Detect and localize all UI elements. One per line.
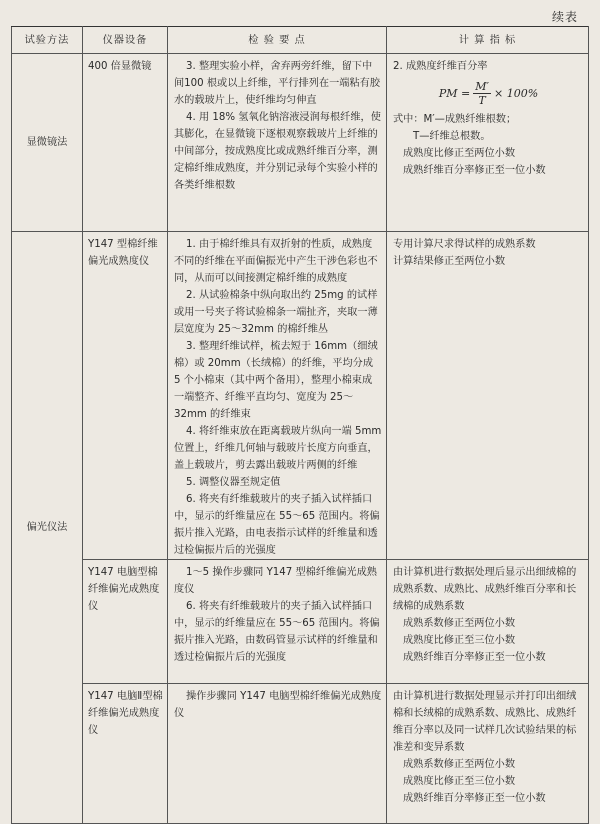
formula-tail: × 100%	[493, 86, 539, 100]
formula-where-def: T—纤维总根数。	[413, 131, 491, 142]
point-item: 5. 调整仪器至规定值	[186, 477, 281, 488]
calc-cell	[387, 684, 589, 824]
calc-note: 成熟度比修正至两位小数	[403, 148, 516, 159]
table-header-row	[12, 27, 589, 54]
point-item: 4. 用 18% 氢氧化钠溶液浸润每根纤维，使其膨化，在显微镜下逐根观察载玻片上纤维的中间部分，按成熟度比或成熟纤维百分率，测定棉纤维成熟度，并分别记录每个实验小样的各类纤维根数	[174, 112, 381, 191]
calc-cell	[387, 560, 589, 684]
calc-cell	[387, 54, 589, 232]
calc-note: 计算结果修正至两位小数	[393, 256, 506, 267]
calc-note: 成熟纤维百分率修正至一位小数	[403, 652, 546, 663]
point-item: 操作步骤同 Y147 电脑型棉纤维偏光成熟度仪	[174, 691, 382, 719]
instrument-cell: Y147 型棉纤维偏光成熟度仪	[83, 232, 168, 560]
calc-main: 由计算机进行数据处理后显示出细绒棉的成熟系数、成熟比、成熟纤维百分率和长绒棉的成熟系数	[393, 567, 577, 612]
header-points: 检 验 要 点	[168, 27, 387, 54]
points-cell	[168, 232, 387, 560]
formula-where: 式中：M′—成熟纤维根数；	[393, 114, 517, 125]
header-calc: 计 算 指 标	[387, 27, 589, 54]
continued-label: 续表	[551, 10, 578, 24]
calc-note: 成熟系数修正至两位小数	[403, 759, 516, 770]
calc-main: 由计算机进行数据处理显示并打印出细绒棉和长绒棉的成熟系数、成熟比、成熟纤维百分率以及同一试样几次试验结果的标准差和变异系数	[393, 691, 577, 753]
table-row	[12, 684, 589, 824]
formula-fraction	[473, 80, 491, 107]
calc-note: 成熟度比修正至三位小数	[403, 776, 516, 787]
maturity-formula	[393, 75, 584, 111]
point-item: 6. 将夹有纤维载玻片的夹子插入试样插口中，显示的纤维量应在 55～65 范围内。将偏振片推入光路，由数码管显示试样的纤维量和透过检偏振片后的光强度	[174, 601, 380, 663]
instrument-cell: Y147 电脑Ⅱ型棉纤维偏光成熟度仪	[83, 684, 168, 824]
point-item: 6. 将夹有纤维载玻片的夹子插入试样插口中，显示的纤维量应在 55～65 范围内。将偏振片推入光路，由电表指示试样的纤维量和透过检偏振片后的光强度	[174, 494, 380, 556]
header-instrument: 仪器设备	[83, 27, 168, 54]
calc-note: 专用计算尺求得试样的成熟系数	[393, 239, 536, 250]
formula-denominator: T	[478, 93, 486, 107]
points-cell	[168, 560, 387, 684]
instrument-cell: 400 倍显微镜	[83, 54, 168, 232]
calc-title: 2. 成熟度纤维百分率	[393, 61, 488, 72]
calc-note: 成熟纤维百分率修正至一位小数	[403, 793, 546, 804]
points-cell	[168, 54, 387, 232]
point-item: 3. 整理纤维试样，梳去短于 16mm（细绒棉）或 20mm（长绒棉）的纤维，平均分成 5 个小棉束（其中两个备用），整理小棉束成一端整齐、纤维平直均匀、宽度为 25～32mm 的纤维束	[174, 341, 378, 420]
table-row	[12, 54, 589, 232]
maturity-test-table	[11, 26, 589, 824]
calc-note: 成熟纤维百分率修正至一位小数	[403, 165, 546, 176]
point-item: 3. 整理实验小样，舍弃两旁纤维，留下中间100 根或以上纤维，平行排列在一端粘有胶水的载玻片上，使纤维均匀伸直	[174, 61, 381, 106]
formula-lhs: PM =	[438, 86, 471, 100]
table-row	[12, 560, 589, 684]
point-item: 1～5 操作步骤同 Y147 型棉纤维偏光成熟度仪	[174, 567, 377, 595]
header-method: 试验方法	[12, 27, 83, 54]
point-item: 1. 由于棉纤维具有双折射的性质，成熟度不同的纤维在平面偏振光中产生干涉色彩也不同，从而可以间接测定棉纤维的成熟度	[174, 239, 378, 284]
table-row	[12, 232, 589, 560]
calc-cell	[387, 232, 589, 560]
formula-numerator: M′	[475, 79, 489, 93]
method-cell: 显微镜法	[12, 54, 83, 232]
point-item: 4. 将纤维束放在距离载玻片纵向一端 5mm 位置上，纤维几何轴与载玻片长度方向垂直，盖上载玻片，剪去露出载玻片两侧的纤维	[174, 426, 382, 471]
method-cell: 偏光仪法	[12, 232, 83, 824]
calc-note: 成熟度比修正至三位小数	[403, 635, 516, 646]
instrument-cell: Y147 电脑型棉纤维偏光成熟度仪	[83, 560, 168, 684]
points-cell	[168, 684, 387, 824]
calc-note: 成熟系数修正至两位小数	[403, 618, 516, 629]
point-item: 2. 从试验棉条中纵向取出约 25mg 的试样或用一号夹子将试验棉条一端扯齐，夹取一薄层宽度为 25～32mm 的棉纤维丛	[174, 290, 378, 335]
